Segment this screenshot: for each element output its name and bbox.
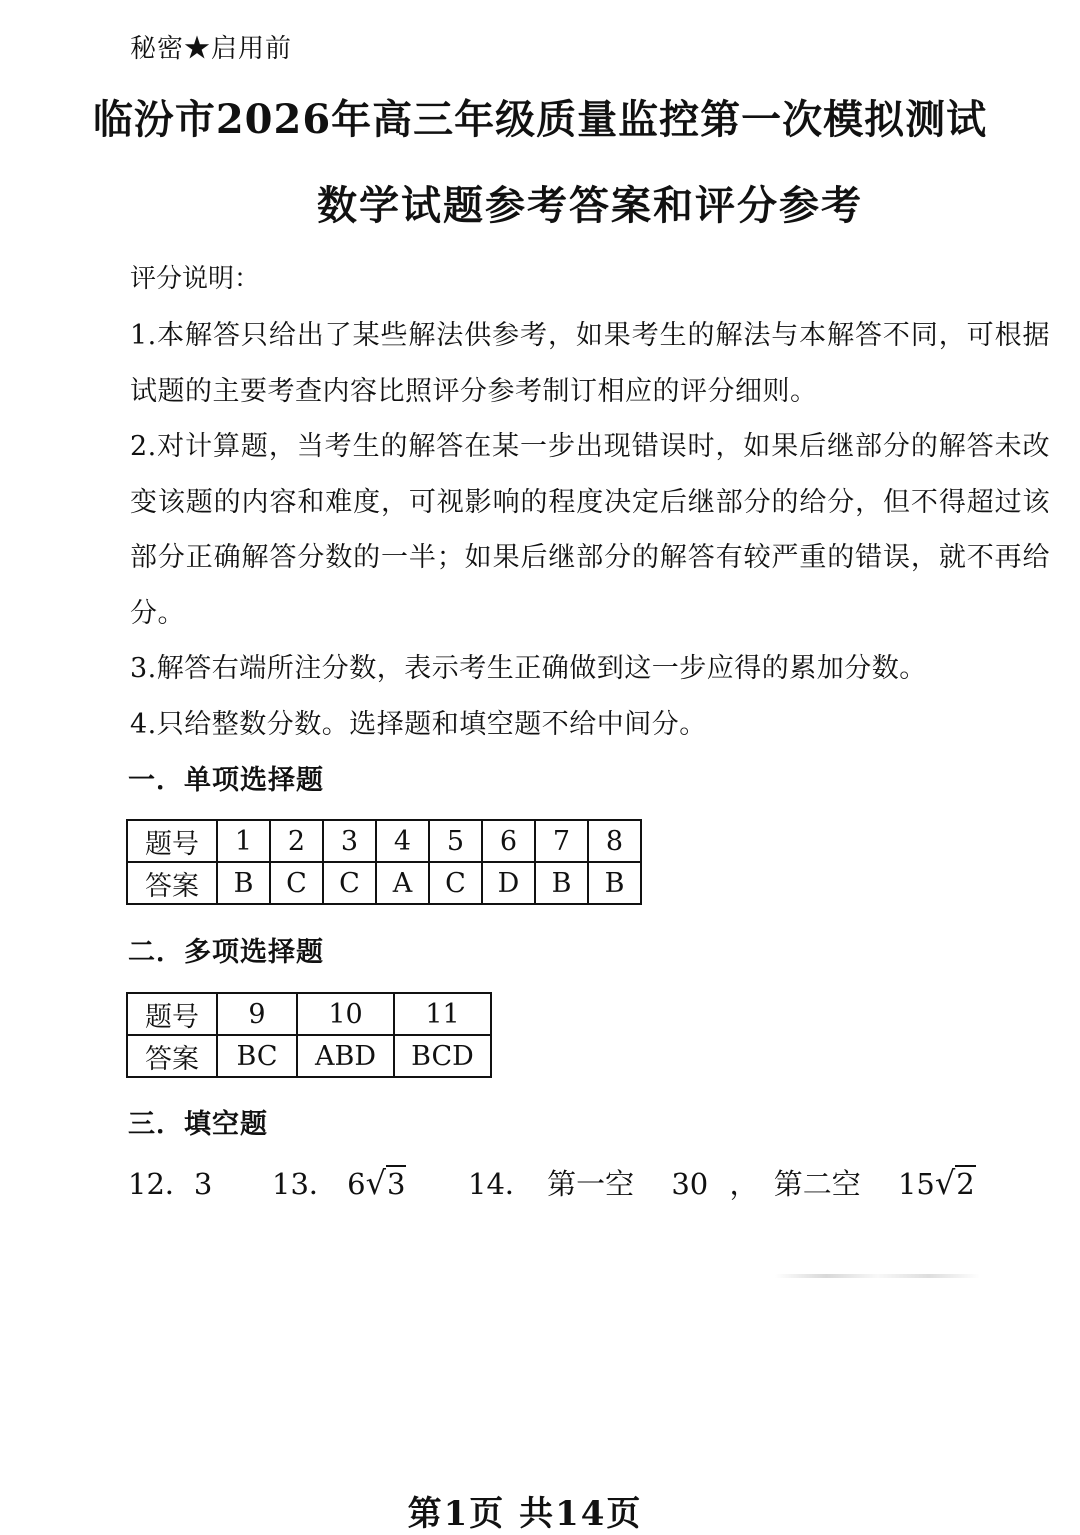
- question-number: 3: [323, 820, 376, 862]
- q14-separator: ，: [729, 1167, 759, 1201]
- answer-row: [127, 862, 641, 904]
- scoring-note-1: 1.本解答只给出了某些解法供参考，如果考生的解法与本解答不同，可根据试题的主要考查内容比照评分参考制订相应的评分细则。: [130, 320, 1050, 407]
- scan-smudge: [775, 1274, 980, 1278]
- scoring-note-2: 2.对计算题，当考生的解答在某一步出现错误时，如果后继部分的解答未改变该题的内容和难度，可视影响的程度决定后继部分的给分，但不得超过该部分正确解答分数的一半；如果后继部分的解答有较严重的错误，就不再给分。: [130, 431, 1050, 629]
- q12-answer: 3: [193, 1167, 213, 1201]
- row-label-question: 题号: [127, 993, 217, 1035]
- answer-cell: B: [535, 862, 588, 904]
- exam-title: 临汾市2026年高三年级质量监控第一次模拟测试: [92, 96, 988, 143]
- q13-radicand: 3: [386, 1167, 406, 1201]
- row-label-question: 题号: [127, 820, 217, 862]
- question-number: 11: [394, 993, 491, 1035]
- q14-first-blank-answer: 30: [671, 1167, 709, 1201]
- answer-cell: D: [482, 862, 535, 904]
- answer-cell: BCD: [394, 1035, 491, 1077]
- question-number-row: [127, 820, 641, 862]
- question-number: 8: [588, 820, 641, 862]
- q14-first-blank-label: 第一空: [547, 1167, 635, 1201]
- q14-second-blank-label: 第二空: [773, 1167, 861, 1201]
- scoring-note-4: 4.只给整数分数。选择题和填空题不给中间分。: [130, 708, 707, 740]
- row-label-answer: 答案: [127, 862, 217, 904]
- q13-answer-line: [272, 1162, 406, 1203]
- answer-cell: C: [429, 862, 482, 904]
- answer-cell: ABD: [297, 1035, 394, 1077]
- page-number-footer: 第1页 共14页: [407, 1494, 643, 1534]
- q12-label: 12．: [128, 1167, 194, 1201]
- question-number: 9: [217, 993, 297, 1035]
- question-number: 10: [297, 993, 394, 1035]
- row-label-answer: 答案: [127, 1035, 217, 1077]
- section-single-choice-heading: 一．单项选择题: [128, 765, 324, 796]
- section-multi-choice-heading: 二．多项选择题: [128, 937, 324, 968]
- q12-answer-line: [128, 1162, 212, 1203]
- answer-cell: C: [323, 862, 376, 904]
- question-number-row: [127, 993, 491, 1035]
- sqrt-symbol: √: [365, 1164, 386, 1202]
- question-number: 1: [217, 820, 270, 862]
- answer-cell: B: [217, 862, 270, 904]
- scoring-note-3: 3.解答右端所注分数，表示考生正确做到这一步应得的累加分数。: [130, 653, 927, 684]
- q14-answer-line: [468, 1162, 976, 1203]
- answer-cell: B: [588, 862, 641, 904]
- multi-choice-answer-table: [126, 992, 492, 1078]
- question-number: 2: [270, 820, 323, 862]
- q14-label: 14．: [468, 1167, 534, 1201]
- q13-label: 13．: [272, 1167, 338, 1201]
- question-number: 6: [482, 820, 535, 862]
- q14-second-radicand: 2: [956, 1167, 975, 1201]
- exam-subtitle: 数学试题参考答案和评分参考: [317, 182, 863, 229]
- scoring-notes-heading: 评分说明：: [130, 264, 261, 294]
- section-fill-blank-heading: 三．填空题: [128, 1109, 268, 1140]
- sqrt-symbol: √: [934, 1164, 956, 1202]
- q13-coefficient: 6: [347, 1167, 366, 1201]
- q13-sqrt: [366, 1164, 407, 1202]
- question-number: 4: [376, 820, 429, 862]
- answer-cell: BC: [217, 1035, 297, 1077]
- confidential-label: 秘密★启用前: [130, 34, 293, 64]
- single-choice-answer-table: [126, 819, 642, 905]
- answer-cell: C: [270, 862, 323, 904]
- q14-sqrt: [935, 1164, 976, 1202]
- scoring-notes: [130, 308, 1050, 752]
- question-number: 7: [535, 820, 588, 862]
- answer-cell: A: [376, 862, 429, 904]
- q14-second-coefficient: 15: [897, 1167, 935, 1201]
- answer-row: [127, 1035, 491, 1077]
- question-number: 5: [429, 820, 482, 862]
